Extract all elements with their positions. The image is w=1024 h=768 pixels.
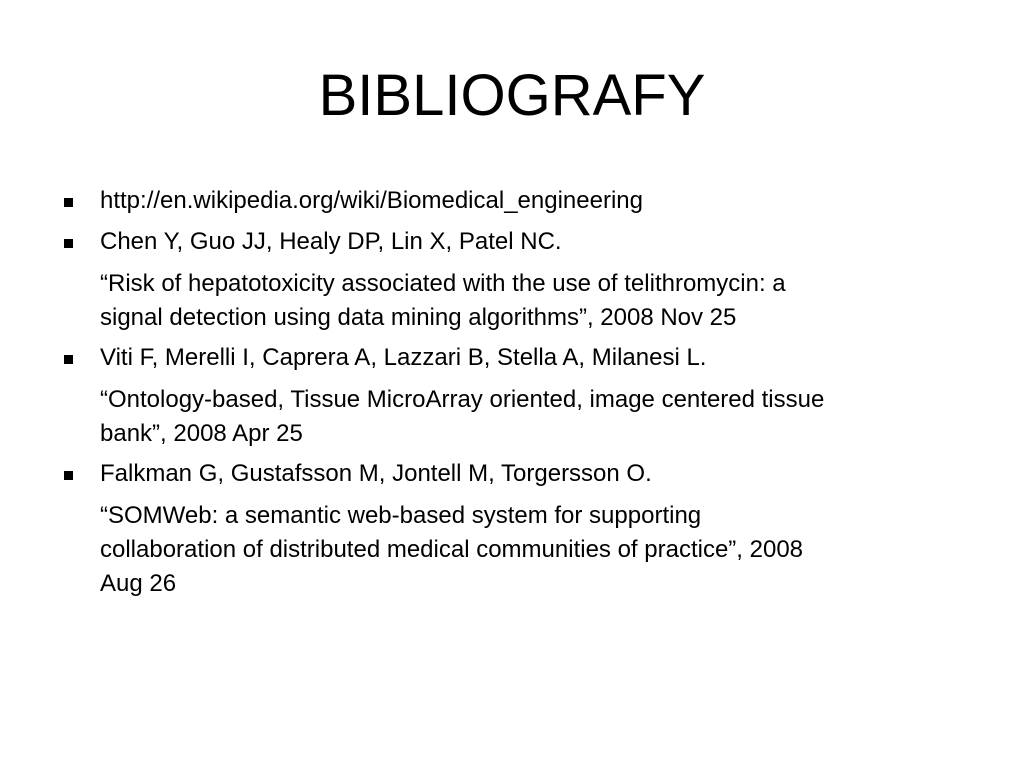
reference-authors: Viti F, Merelli I, Caprera A, Lazzari B, Stella A, Milanesi L. xyxy=(100,344,707,371)
reference-authors: Chen Y, Guo JJ, Healy DP, Lin X, Patel NC. xyxy=(100,228,562,255)
slide-title: BIBLIOGRAFY xyxy=(318,63,706,128)
reference-title-line: “SOMWeb: a semantic web-based system for supporting xyxy=(100,502,702,529)
reference-title-line: collaboration of distributed medical communities of practice”, 2008 xyxy=(100,536,804,563)
reference-title-line: “Ontology-based, Tissue MicroArray oriented, image centered tissue xyxy=(100,386,825,413)
reference-url: http://en.wikipedia.org/wiki/Biomedical_engineering xyxy=(100,187,643,214)
reference-authors: Falkman G, Gustafsson M, Jontell M, Torgersson O. xyxy=(100,460,652,487)
reference-title-line: bank”, 2008 Apr 25 xyxy=(100,420,303,447)
reference-title-line: “Risk of hepatotoxicity associated with the use of telithromycin: a xyxy=(100,270,786,297)
bullet-icon xyxy=(64,471,73,480)
reference-title-line: Aug 26 xyxy=(100,570,177,597)
reference-title-line: signal detection using data mining algorithms”, 2008 Nov 25 xyxy=(100,304,737,331)
bullet-icon xyxy=(64,239,73,248)
bullet-icon xyxy=(64,355,73,364)
bullet-icon xyxy=(64,198,73,207)
